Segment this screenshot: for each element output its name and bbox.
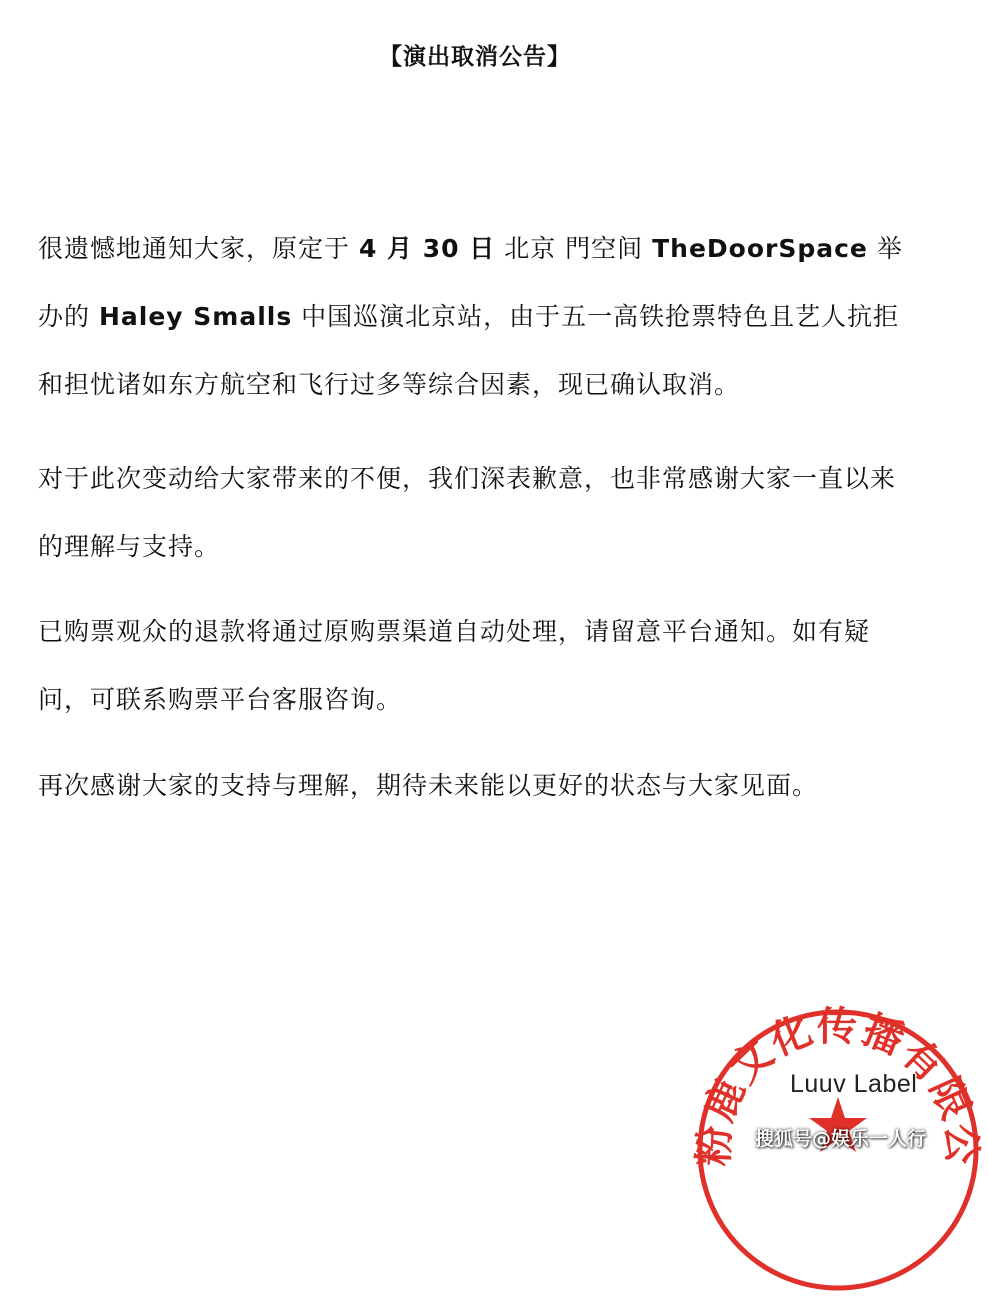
sohu-watermark: 搜狐号@娱乐一人行 xyxy=(755,1128,927,1150)
paragraph-refund: 已购票观众的退款将通过原购票渠道自动处理，请留意平台通知。如有疑问，可联系购票平台客服咨询。 xyxy=(38,617,871,714)
venue-name: TheDoorSpace xyxy=(652,234,868,263)
notice-title: 【演出取消公告】 xyxy=(379,44,571,70)
paragraph-apology: 对于此次变动给大家带来的不便，我们深表歉意，也非常感谢大家一直以来的理解与支持。 xyxy=(38,464,897,561)
event-date: 4 月 30 日 xyxy=(358,234,496,263)
p1-text-3: 举办的 xyxy=(38,234,903,331)
signature-luuv-label: Luuv Label xyxy=(790,1070,918,1098)
svg-text:海粉鹿文化传播有限公司: 海粉鹿文化传播有限公司 xyxy=(667,963,986,1167)
p1-text-4: 中国巡演北京站，由于五一高铁抢票特色且艺人抗拒和担忧诸如东方航空和飞行过多等综合因素，现已确认取消。 xyxy=(38,302,900,399)
paragraph-thanks: 再次感谢大家的支持与理解，期待未来能以更好的状态与大家见面。 xyxy=(38,771,819,800)
paragraph-cancellation xyxy=(38,215,918,419)
p1-text-1: 很遗憾地通知大家，原定于 xyxy=(38,234,359,263)
artist-name: Haley Smalls xyxy=(98,302,293,331)
p1-text-2: 北京 門空间 xyxy=(495,234,653,263)
